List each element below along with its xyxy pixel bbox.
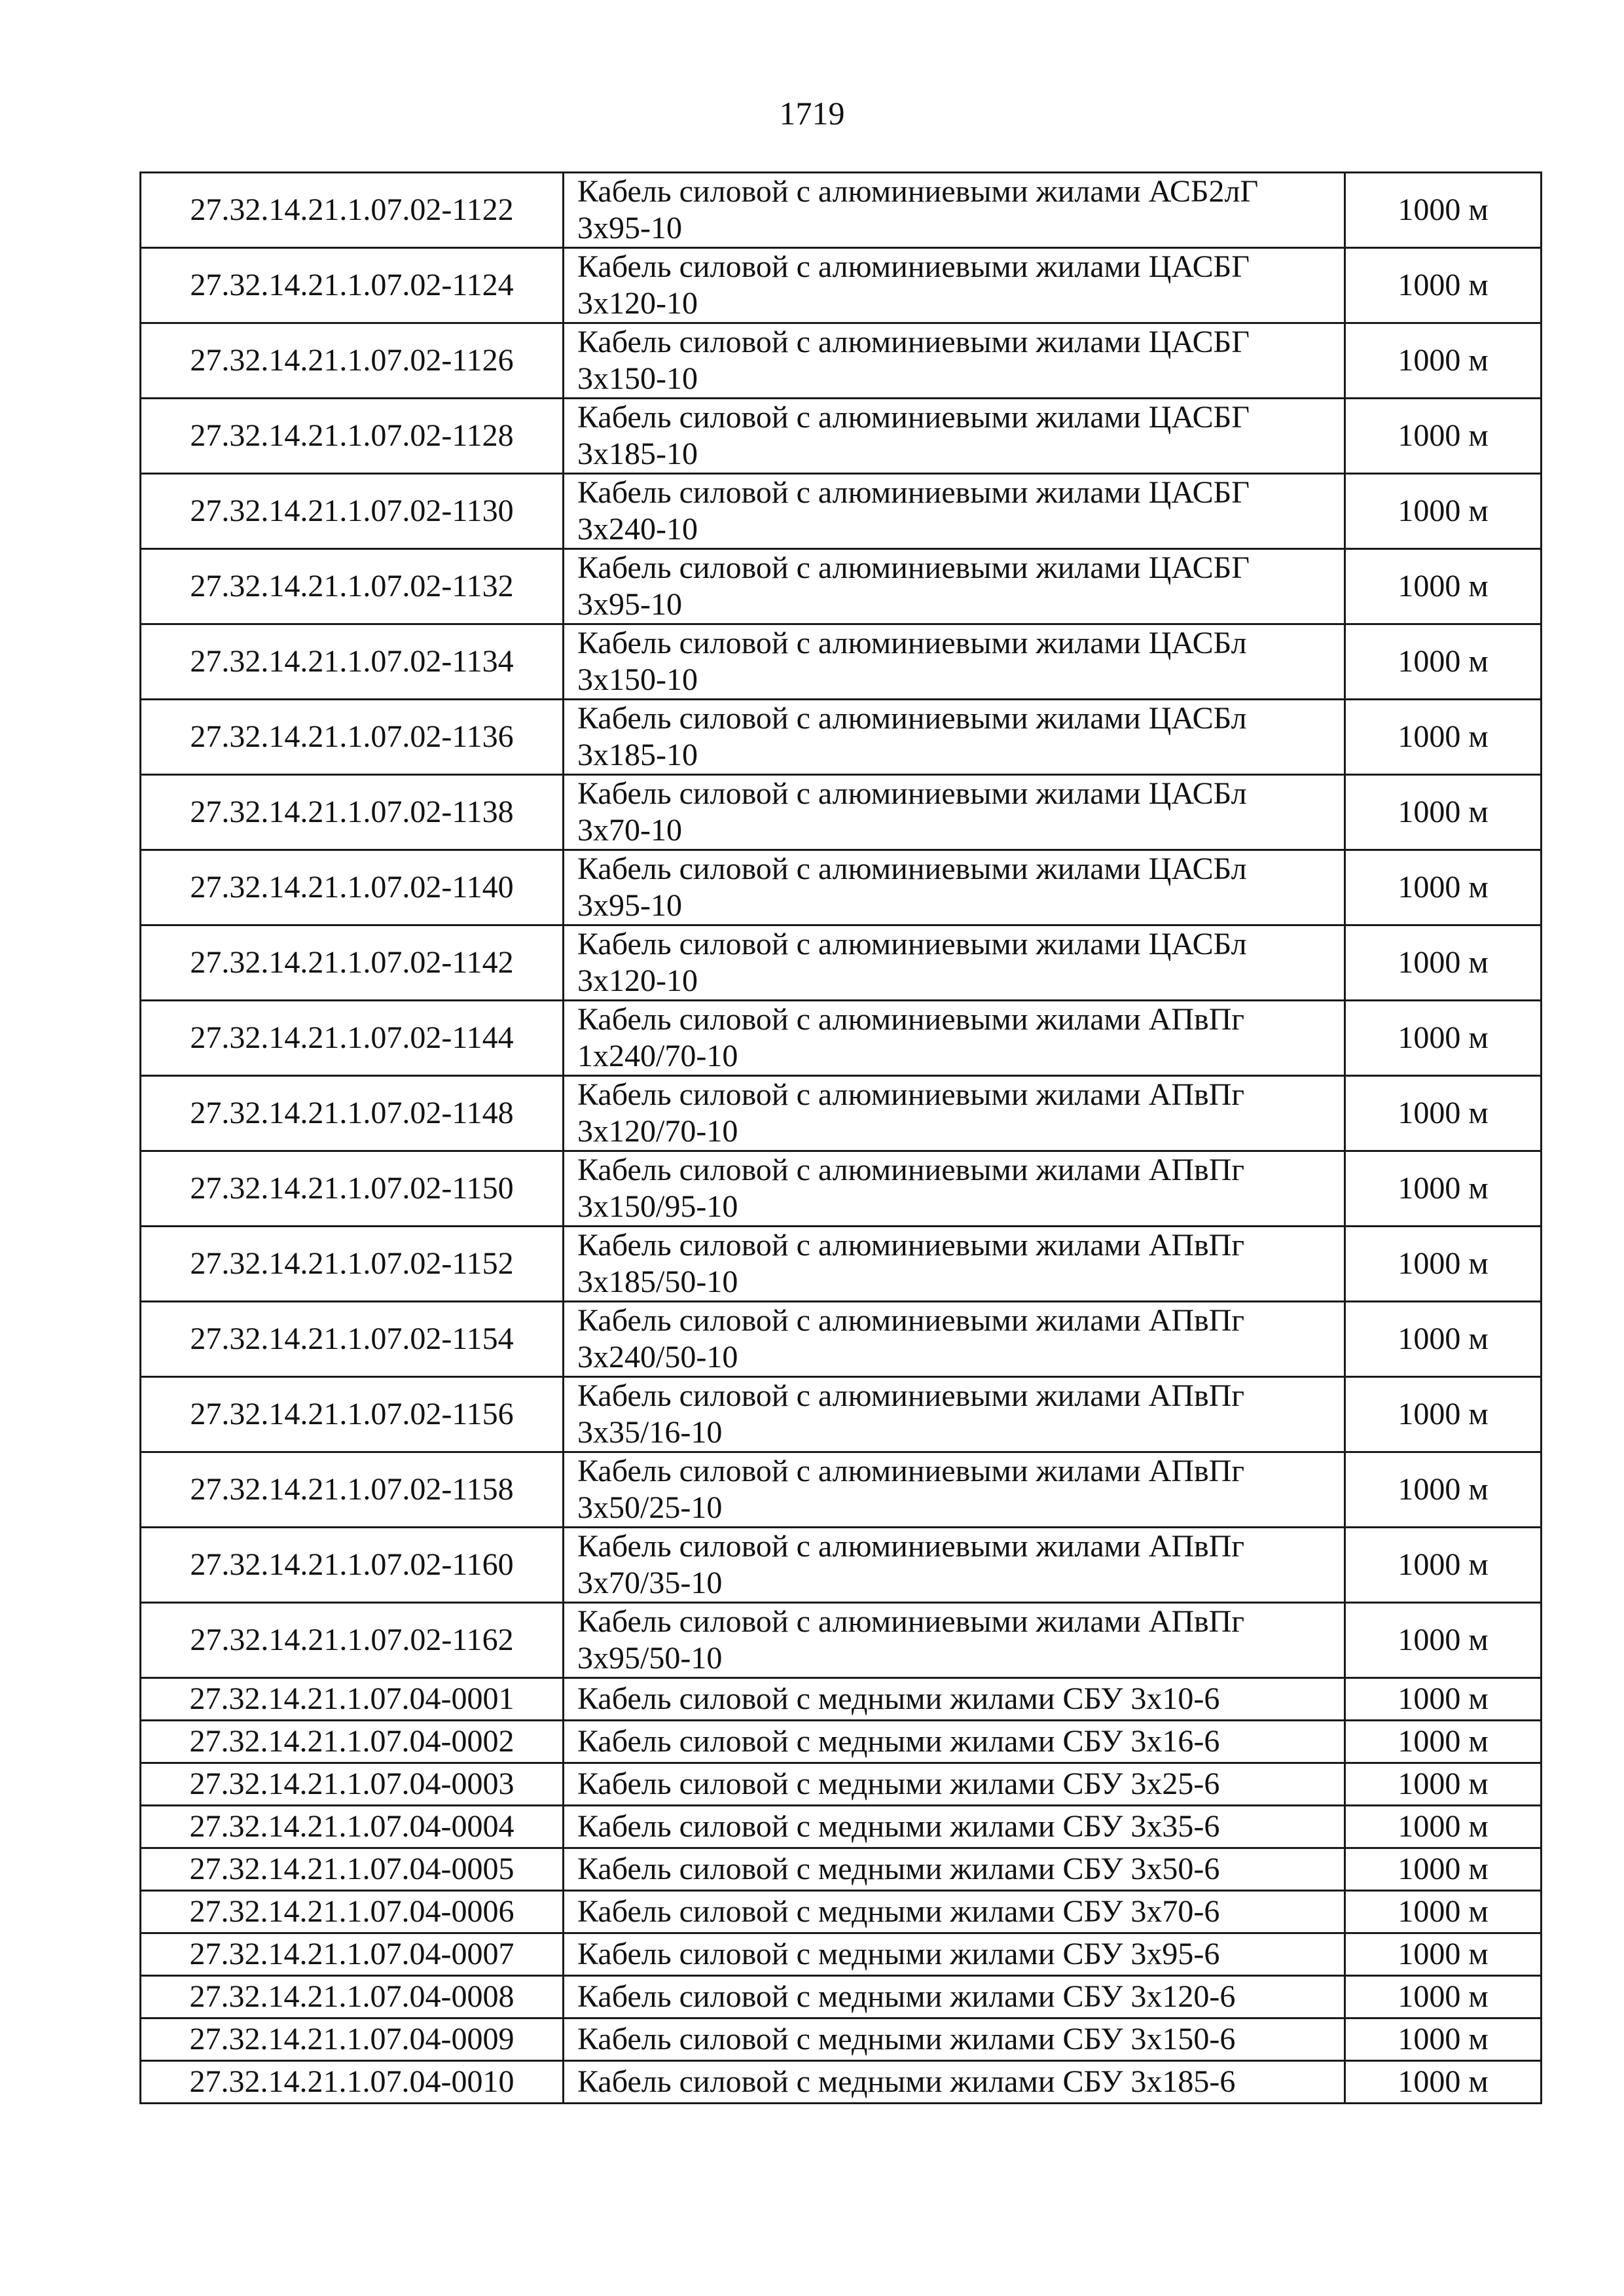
table-row (141, 474, 1542, 549)
description-cell: Кабель силовой с алюминиевыми жилами ЦАСБГ 3х120-10 (564, 248, 1345, 323)
table-row (141, 549, 1542, 624)
unit-cell: 1000 м (1345, 1976, 1542, 2018)
code-cell: 27.32.14.21.1.07.02-1138 (141, 775, 564, 850)
unit-cell: 1000 м (1345, 1848, 1542, 1891)
unit-cell: 1000 м (1345, 1076, 1542, 1151)
table-row (141, 1001, 1542, 1076)
code-cell: 27.32.14.21.1.07.02-1122 (141, 173, 564, 248)
code-cell: 27.32.14.21.1.07.02-1126 (141, 323, 564, 399)
description-cell: Кабель силовой с алюминиевыми жилами ЦАСБГ 3х185-10 (564, 399, 1345, 474)
description-cell: Кабель силовой с медными жилами СБУ 3х185-6 (564, 2061, 1345, 2104)
unit-cell: 1000 м (1345, 1678, 1542, 1721)
description-cell: Кабель силовой с алюминиевыми жилами АПвПг 3х240/50-10 (564, 1302, 1345, 1377)
unit-cell: 1000 м (1345, 1603, 1542, 1678)
table-row (141, 2018, 1542, 2061)
description-cell: Кабель силовой с алюминиевыми жилами ЦАСБл 3х70-10 (564, 775, 1345, 850)
table-row (141, 2061, 1542, 2104)
unit-cell: 1000 м (1345, 700, 1542, 775)
description-cell: Кабель силовой с алюминиевыми жилами АПвПг 3х95/50-10 (564, 1603, 1345, 1678)
code-cell: 27.32.14.21.1.07.02-1140 (141, 850, 564, 925)
description-cell: Кабель силовой с медными жилами СБУ 3х50-6 (564, 1848, 1345, 1891)
description-cell: Кабель силовой с алюминиевыми жилами АПвПг 3х120/70-10 (564, 1076, 1345, 1151)
unit-cell: 1000 м (1345, 1528, 1542, 1603)
unit-cell: 1000 м (1345, 474, 1542, 549)
unit-cell: 1000 м (1345, 1302, 1542, 1377)
description-cell: Кабель силовой с медными жилами СБУ 3х150-6 (564, 2018, 1345, 2061)
table-row (141, 1227, 1542, 1302)
table-row (141, 1076, 1542, 1151)
page-number: 1719 (779, 95, 845, 132)
table-row (141, 1806, 1542, 1848)
table-row (141, 1976, 1542, 2018)
code-cell: 27.32.14.21.1.07.02-1148 (141, 1076, 564, 1151)
unit-cell: 1000 м (1345, 1151, 1542, 1227)
unit-cell: 1000 м (1345, 1452, 1542, 1528)
unit-cell: 1000 м (1345, 850, 1542, 925)
unit-cell: 1000 м (1345, 1806, 1542, 1848)
description-cell: Кабель силовой с медными жилами СБУ 3х25-6 (564, 1763, 1345, 1806)
table-row (141, 1452, 1542, 1528)
table-row (141, 1891, 1542, 1933)
code-cell: 27.32.14.21.1.07.02-1162 (141, 1603, 564, 1678)
unit-cell: 1000 м (1345, 2061, 1542, 2104)
description-cell: Кабель силовой с алюминиевыми жилами ЦАСБГ 3х95-10 (564, 549, 1345, 624)
code-cell: 27.32.14.21.1.07.02-1124 (141, 248, 564, 323)
table-row (141, 173, 1542, 248)
unit-cell: 1000 м (1345, 1227, 1542, 1302)
unit-cell: 1000 м (1345, 1721, 1542, 1763)
unit-cell: 1000 м (1345, 1001, 1542, 1076)
code-cell: 27.32.14.21.1.07.04-0009 (141, 2018, 564, 2061)
description-cell: Кабель силовой с алюминиевыми жилами АПвПг 3х50/25-10 (564, 1452, 1345, 1528)
description-cell: Кабель силовой с алюминиевыми жилами ЦАСБл 3х120-10 (564, 925, 1345, 1001)
description-cell: Кабель силовой с медными жилами СБУ 3х95-6 (564, 1933, 1345, 1976)
table-row (141, 1377, 1542, 1452)
table-row (141, 1721, 1542, 1763)
code-cell: 27.32.14.21.1.07.04-0010 (141, 2061, 564, 2104)
description-cell: Кабель силовой с алюминиевыми жилами ЦАСБГ 3х240-10 (564, 474, 1345, 549)
code-cell: 27.32.14.21.1.07.02-1152 (141, 1227, 564, 1302)
unit-cell: 1000 м (1345, 624, 1542, 700)
description-cell: Кабель силовой с медными жилами СБУ 3х16-6 (564, 1721, 1345, 1763)
table-row (141, 775, 1542, 850)
table-row (141, 1678, 1542, 1721)
table-row (141, 1848, 1542, 1891)
table-row (141, 1302, 1542, 1377)
unit-cell: 1000 м (1345, 248, 1542, 323)
table-row (141, 850, 1542, 925)
code-cell: 27.32.14.21.1.07.02-1156 (141, 1377, 564, 1452)
unit-cell: 1000 м (1345, 1763, 1542, 1806)
code-cell: 27.32.14.21.1.07.02-1158 (141, 1452, 564, 1528)
unit-cell: 1000 м (1345, 775, 1542, 850)
description-cell: Кабель силовой с алюминиевыми жилами АПвПг 3х150/95-10 (564, 1151, 1345, 1227)
description-cell: Кабель силовой с медными жилами СБУ 3х70-6 (564, 1891, 1345, 1933)
table-row (141, 624, 1542, 700)
code-cell: 27.32.14.21.1.07.02-1136 (141, 700, 564, 775)
unit-cell: 1000 м (1345, 2018, 1542, 2061)
description-cell: Кабель силовой с алюминиевыми жилами ЦАСБл 3х95-10 (564, 850, 1345, 925)
description-cell: Кабель силовой с медными жилами СБУ 3х35-6 (564, 1806, 1345, 1848)
table-row (141, 700, 1542, 775)
description-cell: Кабель силовой с алюминиевыми жилами ЦАСБл 3х185-10 (564, 700, 1345, 775)
description-cell: Кабель силовой с медными жилами СБУ 3х10-6 (564, 1678, 1345, 1721)
table-row (141, 323, 1542, 399)
table-row (141, 1151, 1542, 1227)
code-cell: 27.32.14.21.1.07.04-0008 (141, 1976, 564, 2018)
description-cell: Кабель силовой с алюминиевыми жилами ЦАСБГ 3х150-10 (564, 323, 1345, 399)
code-cell: 27.32.14.21.1.07.04-0003 (141, 1763, 564, 1806)
resource-codes-table (139, 171, 1542, 2104)
description-cell: Кабель силовой с алюминиевыми жилами АПвПг 1х240/70-10 (564, 1001, 1345, 1076)
table-row (141, 925, 1542, 1001)
unit-cell: 1000 м (1345, 399, 1542, 474)
description-cell: Кабель силовой с алюминиевыми жилами АСБ2лГ 3х95-10 (564, 173, 1345, 248)
unit-cell: 1000 м (1345, 549, 1542, 624)
table-row (141, 1933, 1542, 1976)
code-cell: 27.32.14.21.1.07.02-1128 (141, 399, 564, 474)
code-cell: 27.32.14.21.1.07.04-0002 (141, 1721, 564, 1763)
code-cell: 27.32.14.21.1.07.02-1160 (141, 1528, 564, 1603)
unit-cell: 1000 м (1345, 1891, 1542, 1933)
code-cell: 27.32.14.21.1.07.02-1150 (141, 1151, 564, 1227)
code-cell: 27.32.14.21.1.07.02-1154 (141, 1302, 564, 1377)
code-cell: 27.32.14.21.1.07.04-0001 (141, 1678, 564, 1721)
description-cell: Кабель силовой с алюминиевыми жилами АПвПг 3х70/35-10 (564, 1528, 1345, 1603)
code-cell: 27.32.14.21.1.07.04-0005 (141, 1848, 564, 1891)
code-cell: 27.32.14.21.1.07.02-1132 (141, 549, 564, 624)
description-cell: Кабель силовой с медными жилами СБУ 3х120-6 (564, 1976, 1345, 2018)
description-cell: Кабель силовой с алюминиевыми жилами АПвПг 3х185/50-10 (564, 1227, 1345, 1302)
table-row (141, 1528, 1542, 1603)
unit-cell: 1000 м (1345, 1933, 1542, 1976)
table-row (141, 1763, 1542, 1806)
code-cell: 27.32.14.21.1.07.04-0006 (141, 1891, 564, 1933)
unit-cell: 1000 м (1345, 323, 1542, 399)
description-cell: Кабель силовой с алюминиевыми жилами ЦАСБл 3х150-10 (564, 624, 1345, 700)
code-cell: 27.32.14.21.1.07.02-1134 (141, 624, 564, 700)
code-cell: 27.32.14.21.1.07.02-1144 (141, 1001, 564, 1076)
table-row (141, 1603, 1542, 1678)
table-row (141, 248, 1542, 323)
unit-cell: 1000 м (1345, 173, 1542, 248)
code-cell: 27.32.14.21.1.07.04-0007 (141, 1933, 564, 1976)
unit-cell: 1000 м (1345, 925, 1542, 1001)
code-cell: 27.32.14.21.1.07.02-1130 (141, 474, 564, 549)
code-cell: 27.32.14.21.1.07.02-1142 (141, 925, 564, 1001)
description-cell: Кабель силовой с алюминиевыми жилами АПвПг 3х35/16-10 (564, 1377, 1345, 1452)
table-row (141, 399, 1542, 474)
unit-cell: 1000 м (1345, 1377, 1542, 1452)
code-cell: 27.32.14.21.1.07.04-0004 (141, 1806, 564, 1848)
table-body (141, 173, 1542, 2104)
